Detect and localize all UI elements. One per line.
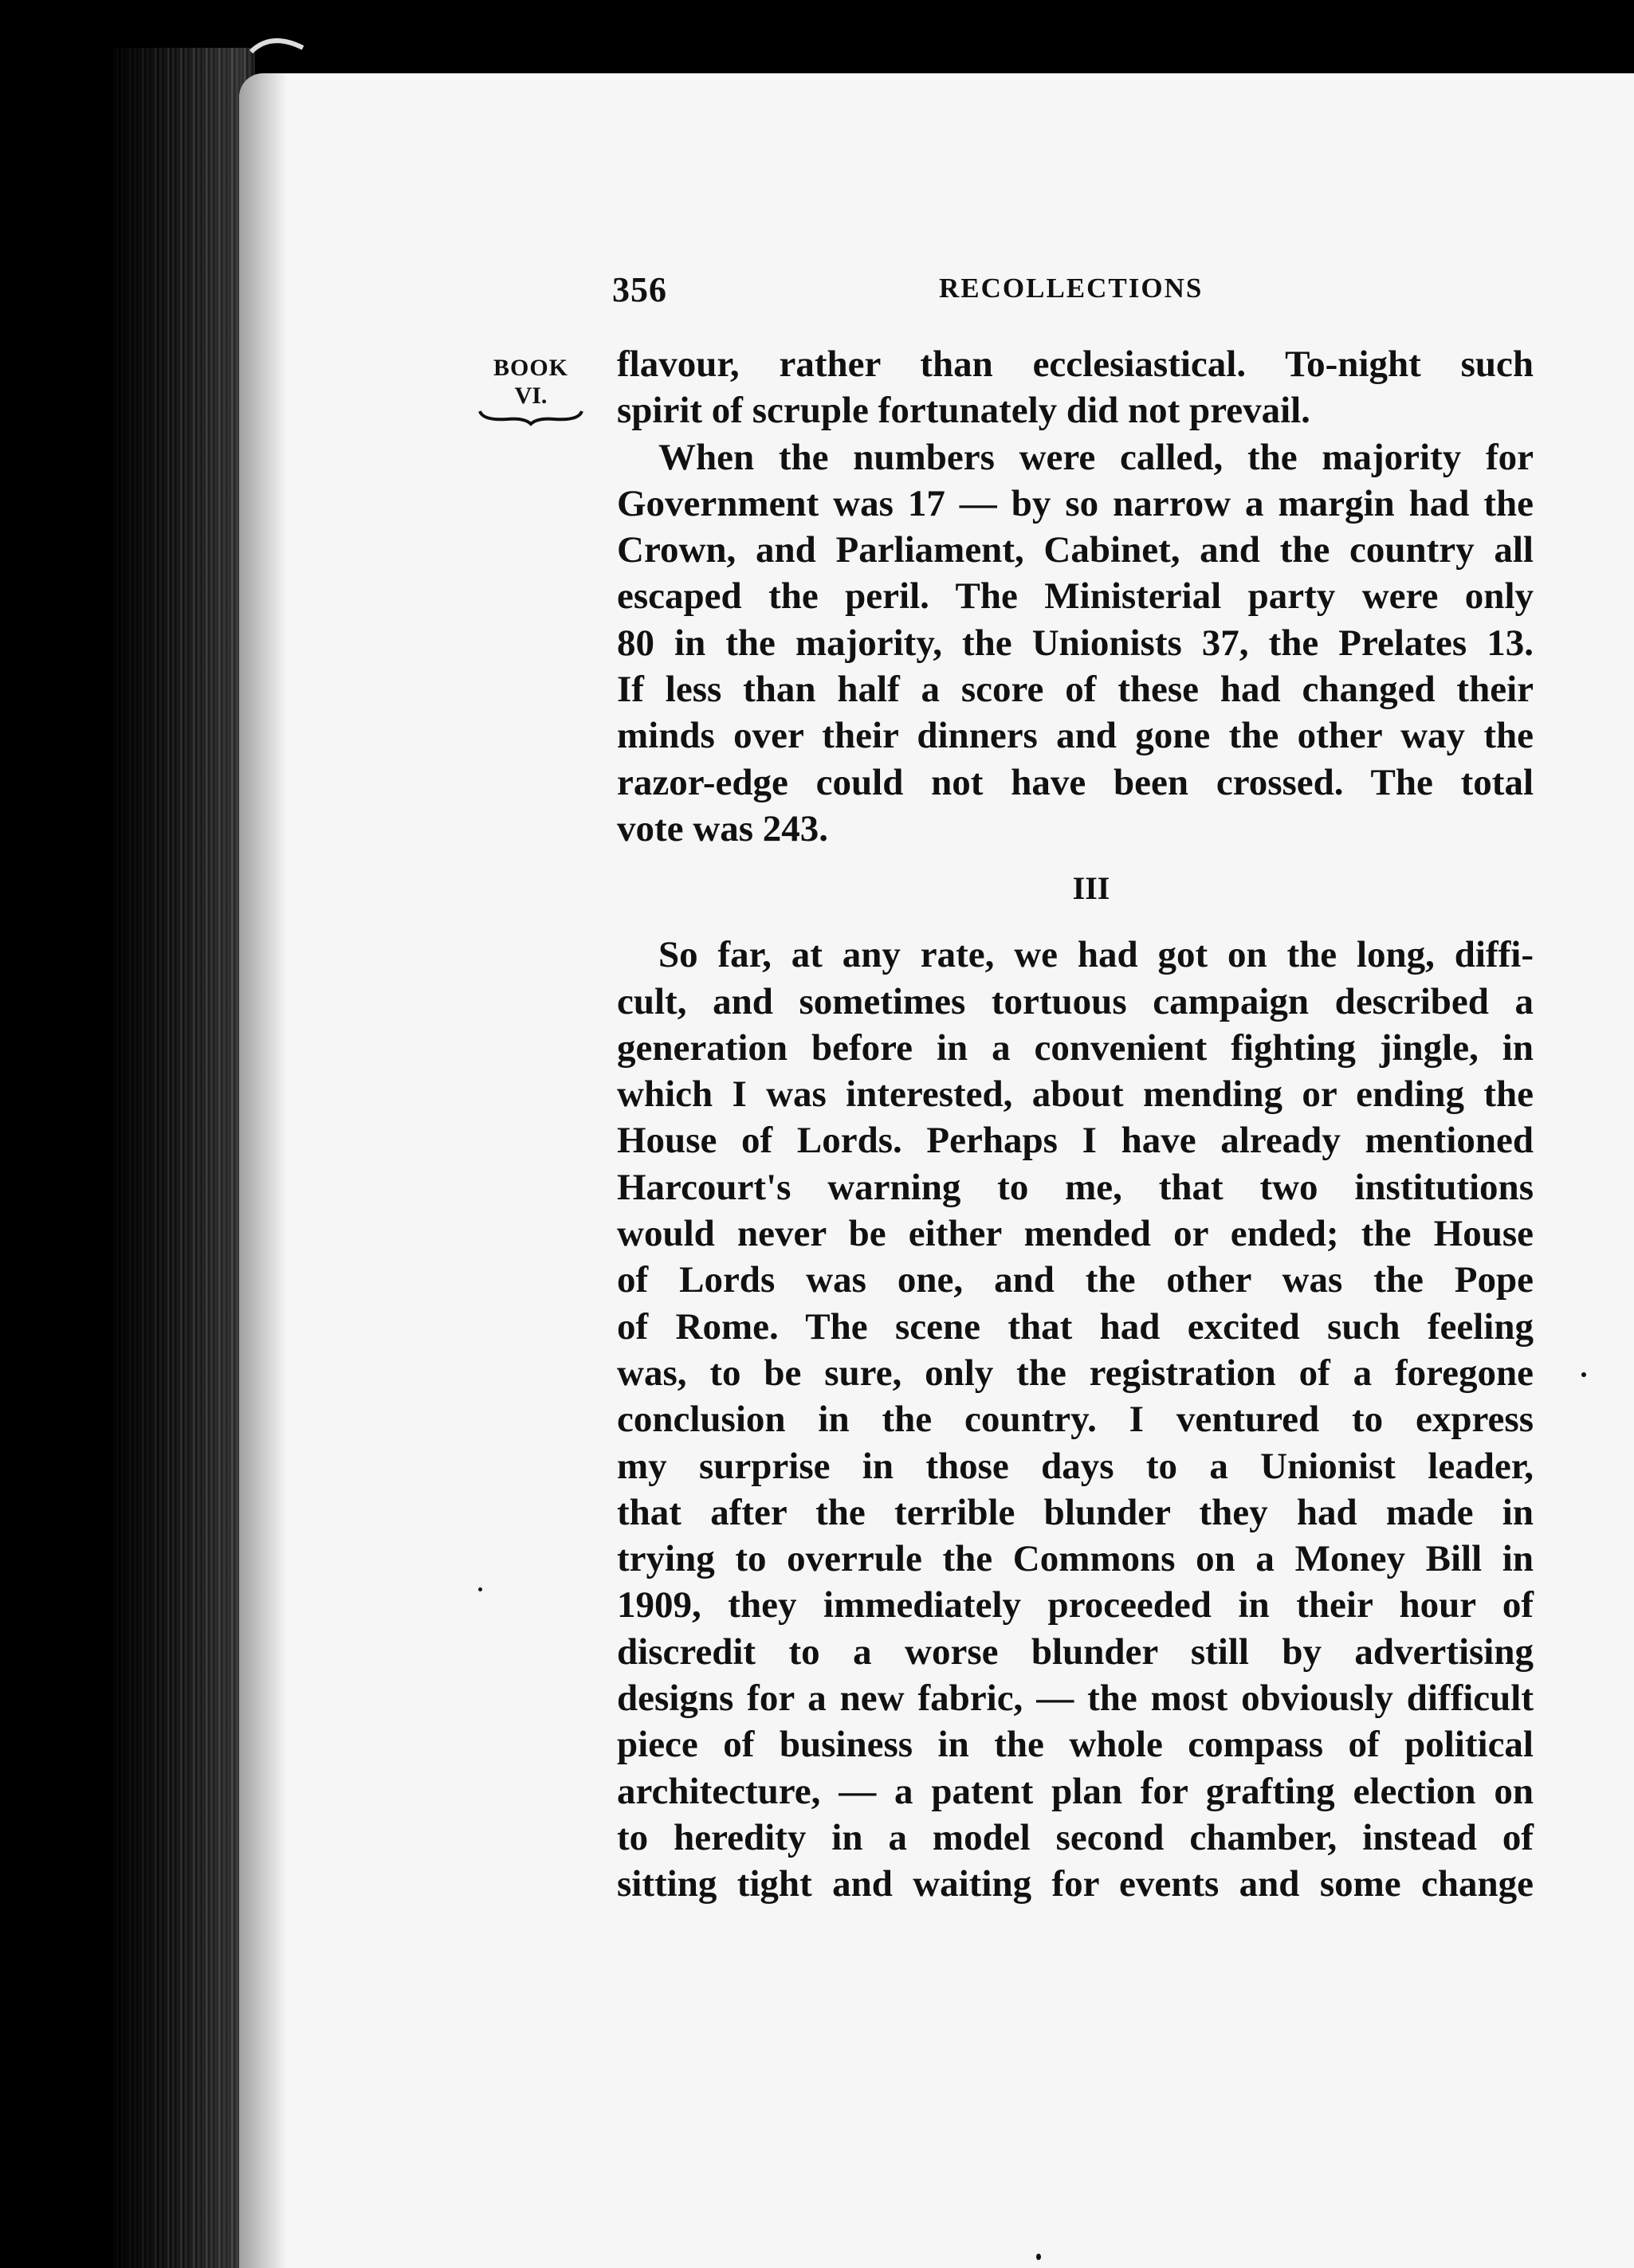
margin-note bbox=[475, 354, 587, 427]
text-line: When the numbers were called, the majority for bbox=[658, 436, 1534, 478]
body-text bbox=[617, 341, 1534, 1908]
text-line: architecture, — a patent plan for grafting election on bbox=[617, 1770, 1534, 1812]
text-line: piece of business in the whole compass of political bbox=[617, 1724, 1534, 1766]
scan-corner-mark bbox=[247, 24, 311, 64]
text-line: designs for a new fabric, — the most obviously difficult bbox=[617, 1677, 1534, 1720]
text-line: Crown, and Parliament, Cabinet, and the country all bbox=[617, 529, 1534, 571]
text-line: would never be either mended or ended; the House bbox=[617, 1213, 1534, 1255]
text-line: of Rome. The scene that had excited such feeling bbox=[617, 1305, 1534, 1348]
section-heading: III bbox=[1072, 870, 1110, 907]
page-header bbox=[612, 269, 1529, 314]
text-line: sitting tight and waiting for events and some change bbox=[617, 1863, 1534, 1905]
text-line: Government was 17 — by so narrow a margin had the bbox=[617, 482, 1534, 524]
text-line: razor-edge could not have been crossed. The total bbox=[617, 761, 1534, 803]
text-line: If less than half a score of these had changed their bbox=[617, 669, 1534, 711]
page-block-edge bbox=[112, 48, 255, 2268]
scan-speck bbox=[1581, 1372, 1586, 1377]
text-line: cult, and sometimes tortuous campaign described a bbox=[617, 980, 1534, 1022]
text-line: vote was 243. bbox=[617, 807, 828, 850]
text-line: which I was interested, about mending or ending the bbox=[617, 1073, 1534, 1116]
text-line: trying to overrule the Commons on a Money Bill in bbox=[617, 1538, 1534, 1580]
running-title: RECOLLECTIONS bbox=[939, 273, 1204, 304]
paragraph-continued bbox=[617, 341, 1534, 434]
text-line: spirit of scruple fortunately did not prevail. bbox=[617, 390, 1310, 432]
text-line: generation before in a convenient fighting jingle, in bbox=[617, 1026, 1534, 1069]
text-line: conclusion in the country. I ventured to express bbox=[617, 1399, 1534, 1441]
text-line: House of Lords. Perhaps I have already mentioned bbox=[617, 1120, 1534, 1162]
text-line: of Lords was one, and the other was the Pope bbox=[617, 1259, 1534, 1301]
page-number: 356 bbox=[612, 270, 667, 309]
text-line: that after the terrible blunder they had made in bbox=[617, 1491, 1534, 1533]
text-line: So far, at any rate, we had got on the long, diffi- bbox=[658, 934, 1534, 976]
text-line: to heredity in a model second chamber, instead of bbox=[617, 1816, 1534, 1858]
text-line: my surprise in those days to a Unionist leader, bbox=[617, 1445, 1534, 1487]
text-line: flavour, rather than ecclesiastical. To-night such bbox=[617, 343, 1534, 385]
scan-speck bbox=[478, 1587, 482, 1591]
scan-speck bbox=[1036, 2254, 1041, 2260]
text-line: 1909, they immediately proceeded in their hour of bbox=[617, 1584, 1534, 1626]
margin-note-volume: VI. bbox=[514, 383, 548, 409]
text-line: escaped the peril. The Ministerial party were only bbox=[617, 575, 1534, 618]
text-line: minds over their dinners and gone the other way the bbox=[617, 715, 1534, 757]
text-line: 80 in the majority, the Unionists 37, the Prelates 13. bbox=[617, 622, 1534, 664]
text-line: discredit to a worse blunder still by advertising bbox=[617, 1630, 1534, 1673]
paragraph bbox=[617, 434, 1534, 853]
margin-note-book: BOOK bbox=[493, 355, 568, 381]
paragraph bbox=[617, 932, 1534, 1907]
text-line: was, to be sure, only the registration of a foregone bbox=[617, 1352, 1534, 1394]
text-line: Harcourt's warning to me, that two institutions bbox=[617, 1166, 1534, 1208]
